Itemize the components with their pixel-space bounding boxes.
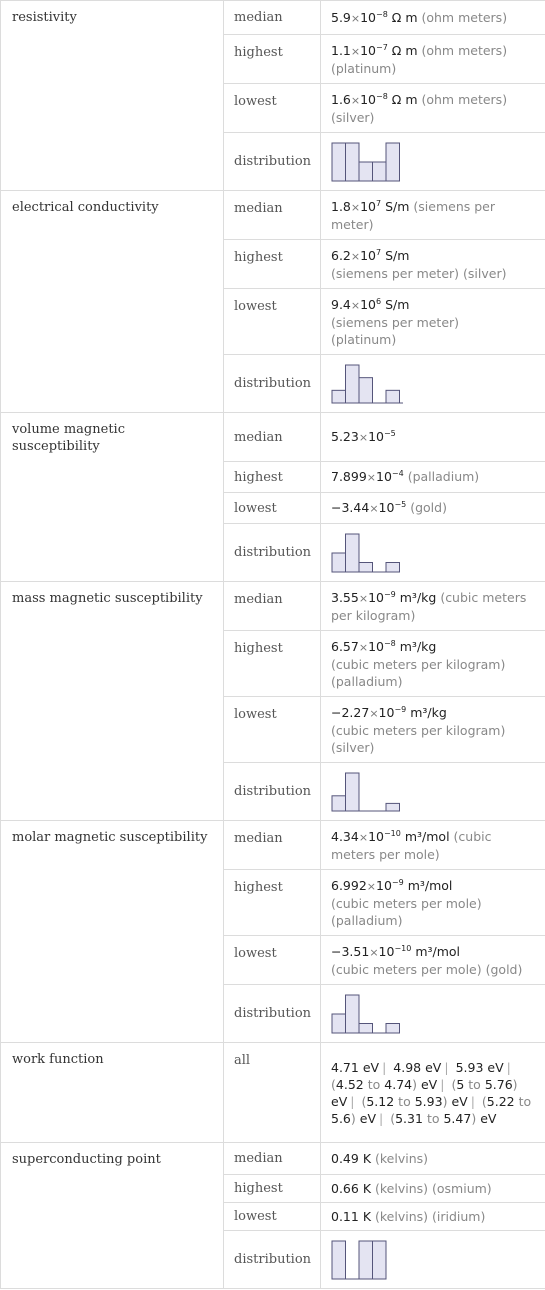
property-name: electrical conductivity [1, 191, 224, 413]
row-label: lowest [224, 697, 321, 763]
row-label: median [224, 191, 321, 240]
row-label: lowest [224, 84, 321, 133]
distribution-histogram [331, 1239, 403, 1281]
row-label: highest [224, 870, 321, 936]
property-name: volume magnetic susceptibility [1, 413, 224, 582]
histogram-bar [332, 143, 346, 181]
table-row [1, 821, 545, 870]
table-row [1, 191, 545, 240]
histogram-bar [373, 1241, 387, 1279]
histogram-bar [346, 995, 360, 1033]
histogram-bar [359, 1241, 373, 1279]
histogram-bar [332, 390, 346, 403]
histogram-bar [346, 534, 360, 572]
value-cell: $6.2\times 10^7$ S/m (siemens per meter) (silver) [321, 240, 545, 289]
histogram-bar [386, 143, 400, 181]
histogram-bar [359, 562, 373, 572]
value-cell: 0.49 K (kelvins) [321, 1143, 545, 1175]
value-cell: $1.8\times 10^7$ S/m (siemens per meter) [321, 191, 545, 240]
value-cell: 4.71 eV | 4.98 eV | 5.93 eV | (4.52 to 4.74) eV | (5 to 5.76) eV | (5.12 to 5.93) eV | (5.22 to 5.6) eV | (5.31 to 5.47) eV [321, 1043, 545, 1143]
histogram-bar [346, 365, 360, 403]
value-cell: $5.9\times 10^{-8}$ Ω m (ohm meters) [321, 1, 545, 35]
row-label: median [224, 1, 321, 35]
histogram-bar [386, 803, 400, 811]
table-row [1, 1, 545, 35]
histogram-bar [332, 1014, 346, 1033]
distribution-cell [321, 1231, 545, 1289]
value-cell: $7.899\times 10^{-4}$ (palladium) [321, 462, 545, 493]
value-cell: $-3.44\times 10^{-5}$ (gold) [321, 493, 545, 524]
row-label: distribution [224, 763, 321, 821]
row-label: highest [224, 631, 321, 697]
histogram-bar [346, 773, 360, 811]
value-cell: $1.1\times 10^{-7}$ Ω m (ohm meters) (platinum) [321, 35, 545, 84]
histogram-bar [346, 143, 360, 181]
histogram-bar [386, 1023, 400, 1033]
row-label: highest [224, 35, 321, 84]
row-label: distribution [224, 1231, 321, 1289]
distribution-histogram [331, 532, 403, 574]
value-cell: $4.34\times 10^{-10}$ m³/mol (cubic meters per mole) [321, 821, 545, 870]
table-row [1, 1143, 545, 1175]
value-cell: 0.11 K (kelvins) (iridium) [321, 1203, 545, 1231]
distribution-histogram [331, 363, 403, 405]
property-name: mass magnetic susceptibility [1, 582, 224, 821]
value-cell: $9.4\times 10^6$ S/m (siemens per meter) (platinum) [321, 289, 545, 355]
distribution-cell [321, 763, 545, 821]
distribution-cell [321, 524, 545, 582]
value-cell: $5.23\times 10^{-5}$ [321, 413, 545, 462]
row-label: median [224, 582, 321, 631]
distribution-cell [321, 355, 545, 413]
table-row [1, 582, 545, 631]
histogram-bar [373, 162, 387, 181]
row-label: distribution [224, 133, 321, 191]
histogram-bar [332, 795, 346, 810]
row-label: highest [224, 1175, 321, 1203]
value-cell: 0.66 K (kelvins) (osmium) [321, 1175, 545, 1203]
row-label: lowest [224, 1203, 321, 1231]
histogram-bar [359, 377, 373, 402]
value-cell: $-3.51\times 10^{-10}$ m³/mol (cubic meters per mole) (gold) [321, 936, 545, 985]
property-name: superconducting point [1, 1143, 224, 1289]
value-cell: $6.57\times 10^{-8}$ m³/kg (cubic meters per kilogram) (palladium) [321, 631, 545, 697]
histogram-bar [359, 162, 373, 181]
histogram-bar [386, 562, 400, 572]
row-label: lowest [224, 493, 321, 524]
property-name: work function [1, 1043, 224, 1143]
value-cell: $-2.27\times 10^{-9}$ m³/kg (cubic meters per kilogram) (silver) [321, 697, 545, 763]
distribution-cell [321, 133, 545, 191]
value-cell: $1.6\times 10^{-8}$ Ω m (ohm meters) (silver) [321, 84, 545, 133]
histogram-bar [359, 1023, 373, 1033]
table-row [1, 1043, 545, 1143]
row-label: median [224, 1143, 321, 1175]
row-label: all [224, 1043, 321, 1143]
row-label: highest [224, 462, 321, 493]
row-label: distribution [224, 985, 321, 1043]
row-label: distribution [224, 524, 321, 582]
row-label: distribution [224, 355, 321, 413]
row-label: lowest [224, 936, 321, 985]
distribution-histogram [331, 771, 403, 813]
value-cell: $3.55\times 10^{-9}$ m³/kg (cubic meters per kilogram) [321, 582, 545, 631]
value-cell: $6.992\times 10^{-9}$ m³/mol (cubic meters per mole) (palladium) [321, 870, 545, 936]
distribution-histogram [331, 141, 403, 183]
property-name: molar magnetic susceptibility [1, 821, 224, 1043]
row-label: median [224, 413, 321, 462]
distribution-histogram [331, 993, 403, 1035]
histogram-bar [386, 390, 400, 403]
histogram-bar [332, 553, 346, 572]
row-label: highest [224, 240, 321, 289]
row-label: median [224, 821, 321, 870]
property-name: resistivity [1, 1, 224, 191]
row-label: lowest [224, 289, 321, 355]
table-row [1, 413, 545, 462]
distribution-cell [321, 985, 545, 1043]
histogram-bar [332, 1241, 346, 1279]
